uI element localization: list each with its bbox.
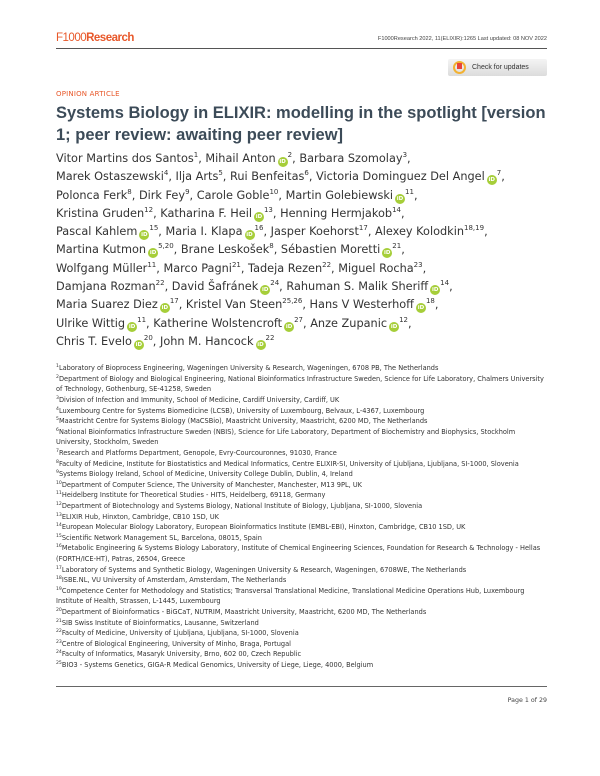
affiliation-text: Faculty of Informatics, Masaryk University, Brno, 602 00, Czech Republic [61,650,302,659]
orcid-icon[interactable]: iD [246,232,253,239]
affiliation-ref: 2 [287,151,293,159]
affiliation [56,512,548,523]
author-name: Sébastien Moretti [280,243,381,257]
affiliation-ref: 4 [163,169,169,178]
article-type: OPINION ARTICLE [56,90,120,98]
author-line: Polonca Ferk$^8$, Dirk Fey$^9$, Carole Goble$^{10}$, Martin Golebiewski $iD^{11}$, [56,187,418,202]
affiliation-ref: 8 [127,187,132,196]
author-name: Katherine Wolstencroft [153,316,283,330]
orcid-icon[interactable]: iD [128,323,136,330]
affiliation-number: 22 [56,629,62,635]
logo-prefix: F1000 [56,32,87,44]
author-name: Tadeja Rezen [248,261,323,275]
author-name: Marco Pagni [163,261,232,275]
author-name: Martina Kutmon [56,243,147,257]
affiliation-ref: 17 [358,224,368,233]
author[interactable] [56,225,158,238]
author[interactable] [56,317,146,330]
affiliation-number: 13 [56,512,62,518]
affiliation [56,459,548,470]
author-name: Carole Goble [196,188,270,202]
affiliation-text: ELIXIR Hub, Hinxton, Cambridge, CB10 1SD, UK [61,512,219,521]
author-line: Vitor Martins dos Santos$^1$, Mihail Anton $iD^2$, Barbara Szomolay$^3$, [56,151,411,165]
author[interactable] [56,189,132,202]
orcid-icon[interactable]: iD [255,213,263,220]
author[interactable] [160,207,273,220]
author-name: Marek Ostaszewski [56,170,164,184]
affiliation-ref: 22 [155,279,165,288]
author[interactable] [139,189,190,202]
author-list [56,150,548,351]
affiliation-number: 8 [56,459,59,465]
author[interactable] [56,170,168,183]
affiliation-number: 1 [56,364,59,370]
affiliation [56,628,548,639]
affiliation-ref: 9 [185,187,190,196]
affiliation-number: 2 [56,374,59,380]
affiliation-number: 23 [56,639,62,645]
author-name: Jasper Koehorst [270,225,359,239]
affiliation [56,490,548,501]
affiliation [56,501,548,512]
affiliation [56,480,548,491]
affiliation [56,448,548,459]
author[interactable] [56,335,153,348]
author[interactable] [286,189,414,202]
author-line: Ulrike Wittig $iD^{11}$, Katherine Wolstencroft $iD^{27}$, Anze Zupanic $iD^{12}$, [56,315,412,330]
affiliation [56,607,548,618]
author-name: Ilja Arts [175,170,219,184]
orcid-icon[interactable]: iD [262,287,269,294]
affiliation-text: Laboratory of Bioprocess Engineering, Wageningen University & Research, Wageningen, 6708 PB, The Netherlands [58,364,439,373]
author-name: Pascal Kahlem [56,225,138,239]
affiliation-number: 19 [56,586,62,592]
author[interactable] [205,152,292,165]
affiliation-text: Maastricht Centre for Systems Biology (MaCSBio), Maastricht University, Maastricht, 6200 MD, The Netherlands [58,417,428,426]
author-name: Rui Benfeitas [229,170,305,184]
affiliation-ref: 14 [440,279,450,288]
author[interactable] [160,335,274,348]
affiliation-text: Faculty of Medicine, University of Ljubljana, Ljubljana, SI-1000, Slovenia [61,629,299,638]
orcid-icon[interactable]: iD [161,305,169,312]
affiliation-number: 7 [56,449,59,455]
affiliation-ref: 10 [269,187,279,196]
affiliation-number: 15 [56,533,62,539]
author[interactable] [186,298,302,311]
affiliation-ref: 5,20 [158,242,174,251]
author-name: Henning Hermjakob [280,206,393,220]
footer-divider [56,686,547,721]
affiliation-number: 3 [56,396,59,402]
article-title: Systems Biology in ELIXIR: modelling in the spotlight [version 1; peer review: awaiting peer review] [56,104,546,144]
orcid-icon[interactable]: iD [431,287,439,294]
orcid-icon[interactable]: iD [396,195,404,202]
author[interactable] [181,243,274,256]
author[interactable] [56,280,165,293]
author[interactable] [197,189,279,202]
affiliation-ref: 22 [322,260,332,269]
affiliation-ref: 12 [144,205,154,214]
affiliation [56,575,548,586]
affiliation-number: 21 [56,618,62,624]
author[interactable] [271,225,368,238]
orcid-icon[interactable]: iD [390,323,398,330]
affiliation-ref: 11 [137,315,147,324]
affiliation [56,660,548,671]
author[interactable] [56,262,156,275]
author-line: Marek Ostaszewski$^4$, Ilja Arts$^5$, Rui Benfeitas$^6$, Victoria Dominguez Del Angel $iD^7$, [56,169,505,184]
author[interactable] [299,152,407,165]
affiliation [56,533,548,544]
affiliation-ref: 18,19 [464,224,485,233]
author[interactable] [281,243,401,256]
author[interactable] [56,152,198,165]
affiliation [56,406,548,417]
affiliation-text: Luxembourg Centre for Systems Biomedicine (LCSB), University of Luxembourg, Belvaux, L-4367, Luxembourg [58,406,425,415]
author-name: Kristina Gruden [56,206,145,220]
orcid-icon[interactable]: iD [488,177,495,184]
author[interactable] [163,262,240,275]
affiliation-text: Heidelberg Institute for Theoretical Studies - HITS, Heidelberg, 69118, Germany [61,491,326,500]
author-line: Chris T. Evelo $iD^{20}$, John M. Hancock $iD^{22}$ [56,333,275,348]
author[interactable] [172,280,279,293]
affiliation-number: 9 [56,470,59,476]
author-name: Mihail Anton [205,152,276,165]
affiliation-ref: 27 [294,315,304,324]
affiliation-text: Laboratory of Systems and Synthetic Biology, Wageningen University & Research, Wageningen, 6708WE, The Netherlands [61,565,467,574]
affiliation-ref: 1 [193,151,199,159]
author-name: Polonca Ferk [56,188,128,202]
affiliation-number: 12 [56,501,62,507]
author-name: Ulrike Wittig [56,316,126,330]
affiliation-ref: 13 [263,205,273,214]
author-name: Anze Zupanic [310,316,388,330]
affiliation [56,586,548,607]
affiliation-ref: 11 [147,260,157,269]
affiliation-text: Systems Biology Ireland, School of Medicine, University College Dublin, Dublin, 4, Ireland [58,470,353,479]
affiliation-ref: 24 [270,279,280,288]
affiliation-ref: 12 [399,315,408,324]
orcid-icon[interactable]: iD [417,305,425,312]
affiliation-text: SIB Swiss Institute of Bioinformatics, Lausanne, Switzerland [61,618,259,627]
author[interactable] [338,262,422,275]
affiliation-ref: 21 [231,260,241,269]
affiliation-text: BIO3 - Systems Genetics, GIGA-R Medical Genomics, University of Liege, Liege, 4000, Belgium [61,660,374,669]
author[interactable] [248,262,331,275]
affiliation-text: Department of Biology and Biological Engineering, National Bioinformatics Infrastructure Sweden, Science for Life Laboratory, Chalmers University of Technology, Gothenburg, SE-41258, Sweden [56,374,544,394]
affiliation-number: 14 [56,523,62,529]
affiliation-text: European Molecular Biology Laboratory, European Bioinformatics Institute (EMBL-EBI), Hinxton, Cambridge, CB10 1SD, UK [61,523,466,532]
author[interactable] [310,298,435,311]
author-name: Katharina F. Heil [160,206,252,220]
affiliation [56,543,548,564]
affiliation-text: Centre of Biological Engineering, University of Minho, Braga, Portugal [61,639,291,648]
affiliation-ref: 20 [143,333,153,342]
author-name: Dirk Fey [138,188,186,202]
affiliation-ref: 5 [218,169,223,178]
author-name: Hans V Westerhoff [309,298,414,312]
orcid-icon[interactable]: iD [135,341,143,348]
affiliation [56,363,548,374]
author[interactable] [153,317,303,330]
author[interactable] [316,170,501,183]
affiliation-ref: 17 [169,297,179,306]
affiliation [56,618,548,629]
affiliation-ref: 8 [269,242,274,251]
author[interactable] [280,207,401,220]
orcid-icon[interactable]: iD [257,341,264,348]
affiliation-number: 6 [56,427,59,433]
author-name: Barbara Szomolay [299,152,403,165]
author-name: Brane Leskošek [180,243,270,257]
author-name: Victoria Dominguez Del Angel [316,170,485,184]
affiliation-number: 17 [56,565,62,571]
affiliation [56,395,548,406]
affiliation-ref: 25,26 [282,297,303,306]
affiliation-ref: 15 [149,224,159,233]
affiliation-ref: 14 [392,205,402,214]
author-name: Maria I. Klapa [165,225,243,239]
author[interactable] [56,207,153,220]
affiliation-number: 24 [56,650,62,656]
author[interactable] [176,170,223,183]
citation-line: F1000Research 2022, 11(ELIXIR):1265 Last updated: 08 NOV 2022 [377,36,547,42]
affiliation-ref: 16 [254,224,264,233]
author-name: Maria Suarez Diez [56,298,158,312]
author-name: Wolfgang Müller [56,261,148,275]
author-name: Damjana Rozman [56,280,156,294]
affiliation [56,649,548,660]
author-line: Pascal Kahlem $iD^{15}$, Maria I. Klapa $iD^{16}$, Jasper Koehorst$^{17}$, Alexey Kolodkin$^{18,19}$, [56,224,488,239]
affiliation [56,469,548,480]
orcid-icon[interactable]: iD [279,159,286,165]
author[interactable] [375,225,484,238]
affiliation-number: 11 [56,491,62,497]
affiliation [56,374,548,395]
affiliation-text: Research and Platforms Department, Genopole, Evry-Courcouronnes, 91030, France [58,449,337,458]
author[interactable] [310,317,408,330]
author-line: Martina Kutmon iD$^{5,20}$, Brane Leskošek$^8$, Sébastien Moretti $iD^{21}$, [56,242,405,257]
affiliation-ref: 23 [413,260,423,269]
affiliation-number: 10 [56,480,62,486]
affiliation-text: National Bioinformatics Infrastructure Sweden (NBIS), Science for Life Laboratory, Department of Biochemistry and Biophysics, Stockholm University, Stockholm, Sweden [56,427,516,447]
affiliation-text: Scientific Network Management SL, Barcelona, 08015, Spain [61,533,262,542]
affiliation-text: Department of Bioinformatics - BiGCaT, NUTRIM, Maastricht University, Maastricht, 6200 MD, The Netherlands [61,607,427,616]
affiliation-number: 4 [56,406,59,412]
affiliation [56,427,548,448]
affiliations-list [56,363,548,670]
affiliation [56,416,548,427]
affiliation-ref: 7 [496,169,502,178]
author-name: John M. Hancock [159,334,254,348]
affiliation [56,639,548,650]
author-line: Maria Suarez Diez $iD^{17}$, Kristel Van Steen$^{25,26}$, Hans V Westerhoff $iD^{18}$, [56,297,439,312]
orcid-icon[interactable]: iD [285,323,293,330]
author-line: Wolfgang Müller$^{11}$, Marco Pagni$^{21}$, Tadeja Rezen$^{22}$, Miguel Rocha$^{23}$, [56,260,427,275]
author-name: Vitor Martins dos Santos [56,152,194,165]
affiliation-number: 20 [56,607,62,613]
affiliation-ref: 22 [265,333,275,342]
affiliation-text: Metabolic Engineering & Systems Biology Laboratory, Institute of Chemical Engineering Sciences, Foundation for Research & Technology - Hellas (FORTH/ICE-HT), Patras, 26504, Greece [56,544,541,563]
page-number: Page 1 of 29 [507,697,547,705]
author-name: Alexey Kolodkin [375,225,465,239]
affiliation-text: Competence Center for Methodology and Statistics; Transversal Translational Medicine, Translational Medicine Operations Hub, Luxembourg Institute of Health, Strassen, L-1445, Luxembourg [56,586,525,606]
affiliation-ref: 6 [304,169,309,178]
orcid-icon[interactable]: iD [141,232,148,239]
logo-suffix: Research [86,32,134,44]
author-name: Kristel Van Steen [185,298,283,312]
affiliation-text: Department of Computer Science, The University of Manchester, Manchester, M13 9PL, UK [61,480,362,489]
author-name: Martin Golebiewski [285,188,394,202]
author[interactable] [286,280,449,293]
affiliation-ref: 21 [392,242,402,251]
affiliation-number: 18 [56,576,62,582]
author[interactable] [56,298,179,311]
affiliation-number: 5 [56,417,59,423]
author-line: Damjana Rozman$^{22}$, David Šafránek $iD^{24}$, Rahuman S. Malik Sheriff $iD^{14}$, [56,279,453,294]
author[interactable] [230,170,309,183]
author-line: Kristina Gruden$^{12}$, Katharina F. Heil $iD^{13}$, Henning Hermjakob$^{14}$, [56,205,405,220]
orcid-icon[interactable]: iD [149,250,157,257]
check-for-updates-label: Check for updates [472,64,529,71]
affiliation-text: Division of Infection and Immunity, School of Medicine, Cardiff University, Cardiff, UK [58,396,340,405]
affiliation-ref: 3 [402,151,408,159]
affiliation-ref: 11 [405,187,414,196]
author[interactable] [165,225,263,238]
affiliation-text: ISBE.NL, VU University of Amsterdam, Amsterdam, The Netherlands [61,576,287,585]
author-name: Miguel Rocha [338,261,414,275]
author-name: Chris T. Evelo [56,334,132,348]
affiliation-text: Department of Biotechnology and Systems Biology, National Institute of Biology, Ljubljana, SI-1000, Slovenia [61,501,423,510]
orcid-icon[interactable]: iD [384,250,391,257]
author-name: David Šafránek [171,280,259,294]
author[interactable] [56,243,174,256]
affiliation-ref: 18 [425,297,435,306]
author-name: Rahuman S. Malik Sheriff [286,280,429,294]
affiliation-text: Faculty of Medicine, Institute for Biostatistics and Medical Informatics, Centre ELIXIR-SI, University of Ljubljana, Ljubljana, SI-1000, Slovenia [58,459,519,468]
affiliation-number: 16 [56,544,62,550]
affiliation-number: 25 [56,660,62,666]
affiliation [56,522,548,533]
affiliation [56,565,548,576]
